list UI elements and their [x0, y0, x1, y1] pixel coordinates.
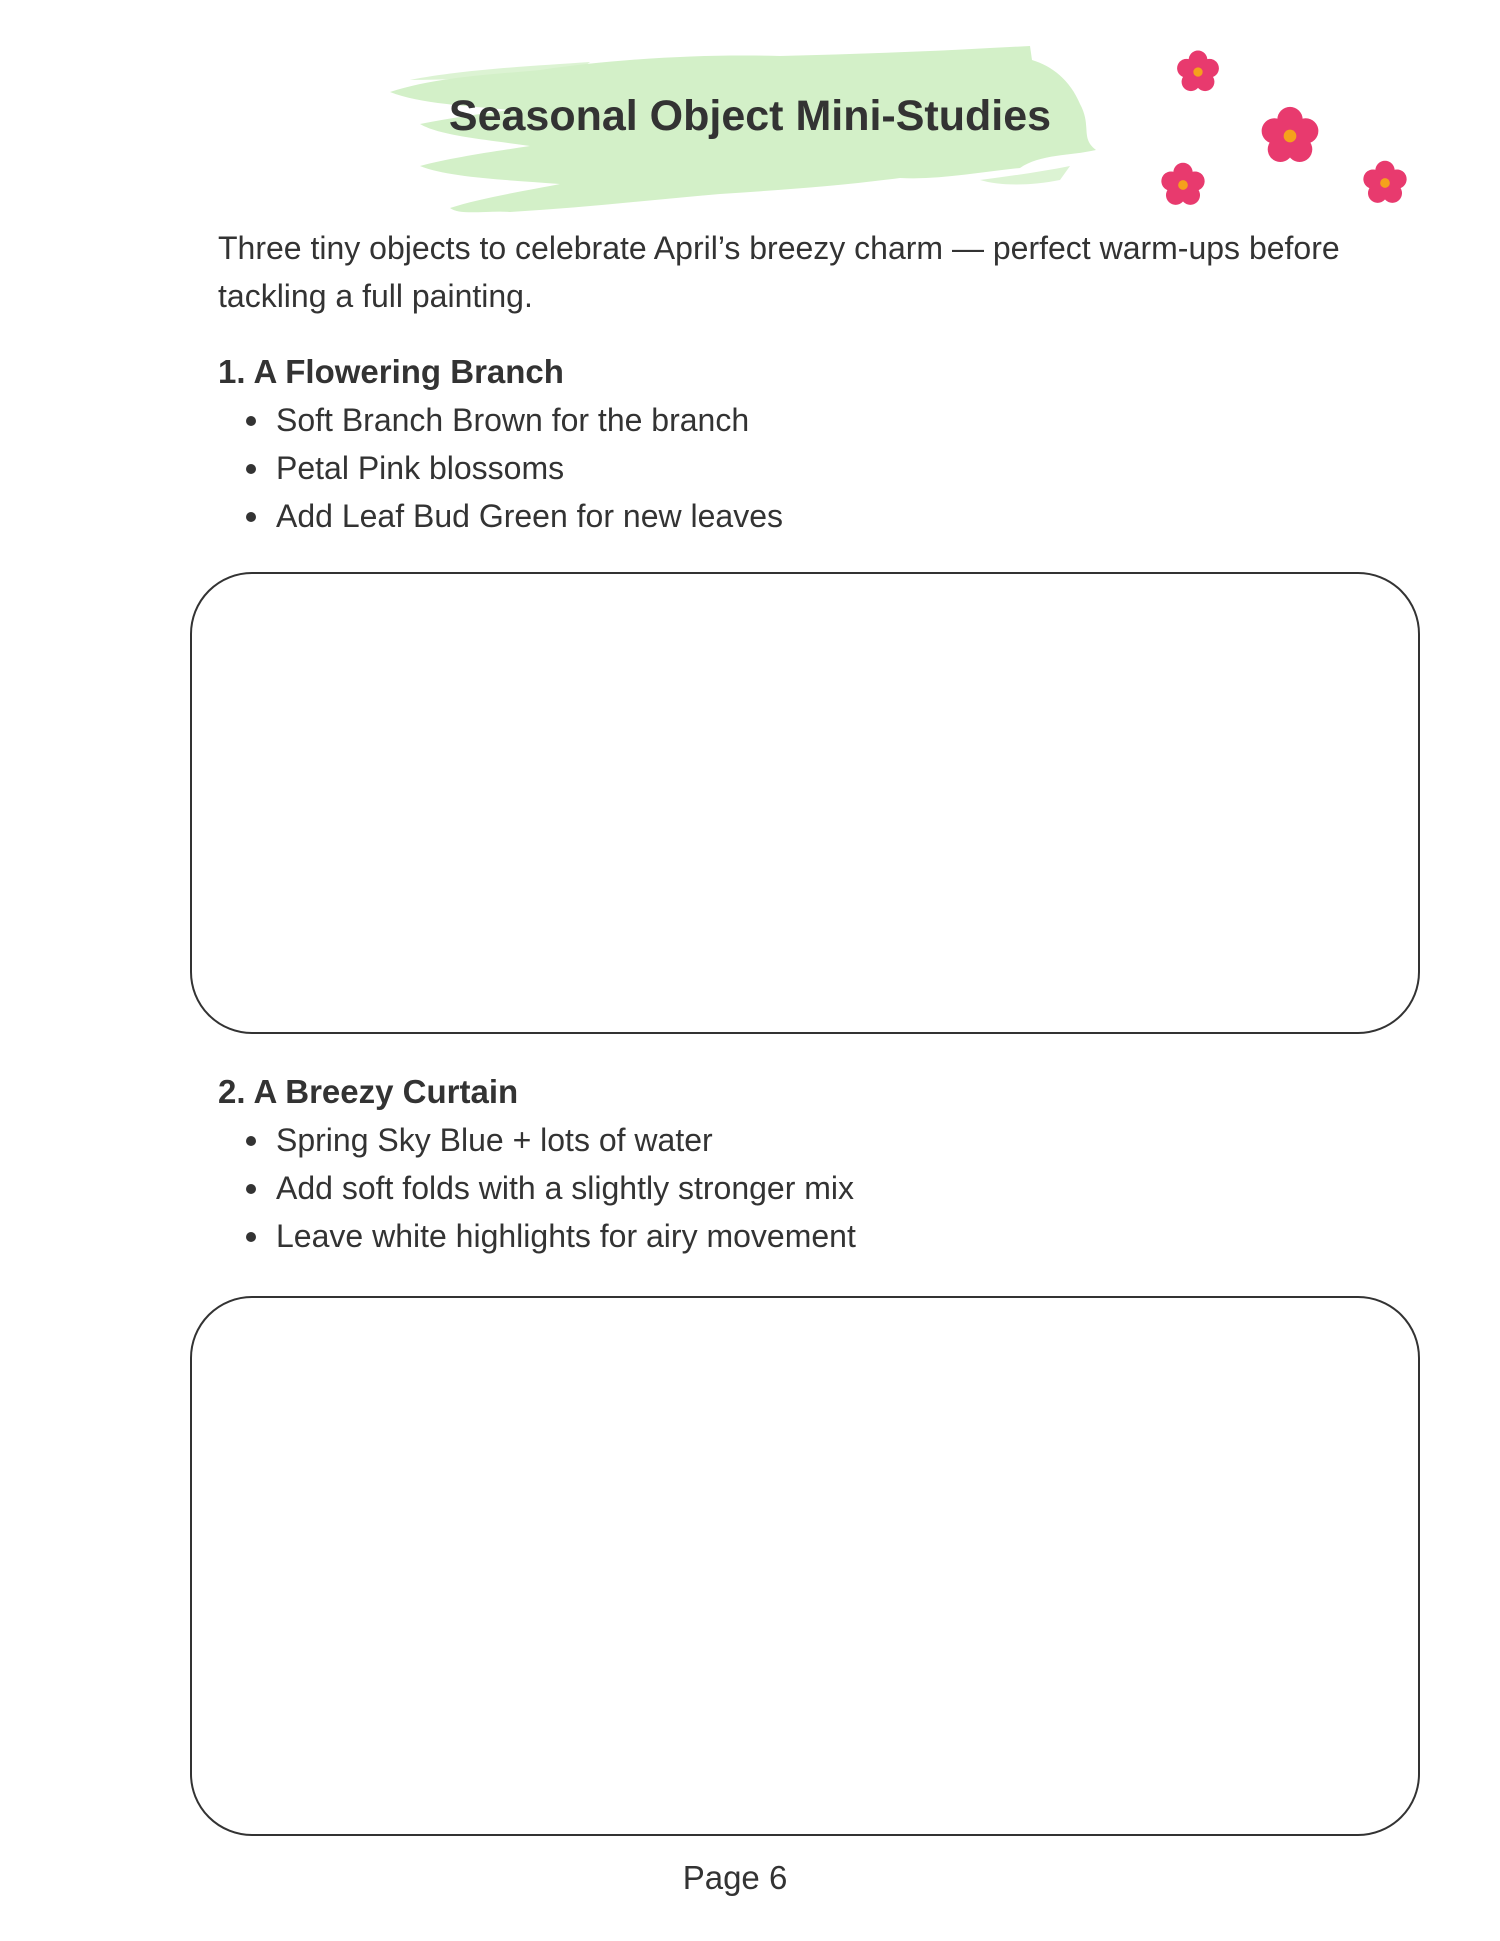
- flower-icon: [1356, 154, 1414, 212]
- drawing-box-flowering-branch[interactable]: [190, 572, 1420, 1034]
- page-number: Page 6: [682, 1859, 788, 1896]
- flower-icon: [1154, 156, 1212, 214]
- list-item: Leave white highlights for airy movement: [218, 1212, 856, 1260]
- drawing-box-breezy-curtain[interactable]: [190, 1296, 1420, 1836]
- page-title: Seasonal Object Mini-Studies: [448, 92, 1052, 140]
- flower-icon: [1170, 44, 1226, 100]
- section-heading-breezy-curtain: 2. A Breezy Curtain: [218, 1073, 519, 1110]
- list-item: Soft Branch Brown for the branch: [218, 396, 783, 444]
- list-item: Add Leaf Bud Green for new leaves: [218, 492, 783, 540]
- list-item: Petal Pink blossoms: [218, 444, 783, 492]
- flower-icon: [1252, 98, 1328, 174]
- list-item: Add soft folds with a slightly stronger mix: [218, 1164, 856, 1212]
- bullet-list-flowering-branch: [218, 396, 783, 540]
- list-item: Spring Sky Blue + lots of water: [218, 1116, 856, 1164]
- intro-paragraph: Three tiny objects to celebrate April’s breezy charm — perfect warm-ups before tackling a full painting.: [218, 230, 1340, 314]
- section-heading-flowering-branch: 1. A Flowering Branch: [218, 353, 564, 390]
- bullet-list-breezy-curtain: [218, 1116, 856, 1260]
